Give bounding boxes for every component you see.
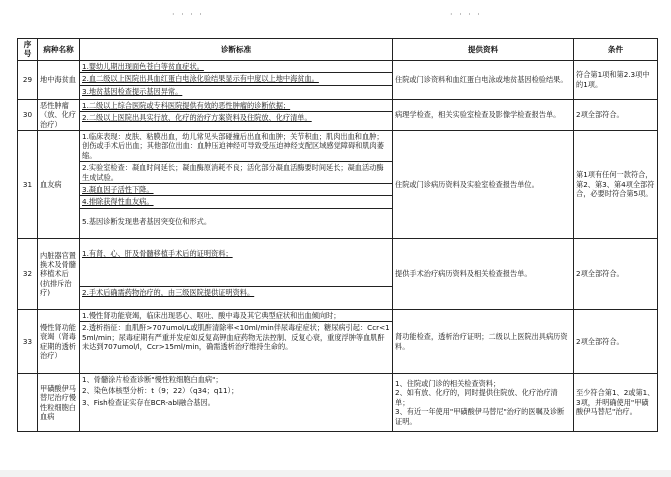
row-number: 30 (18, 99, 38, 130)
conditions-cell: 2项全部符合。 (574, 239, 658, 310)
criteria-item: 3.地贫基因检查提示基因异常。 (82, 86, 183, 96)
criteria-item: 1.临床表现：皮肤、粘膜出血，幼儿常见头部碰撞后出血和血肿；关节积血；肌肉出血和血肿；创伤或手术后出血；其他部位出血：血肿压迫神经可导致受压迫神经支配区域感觉障碍和肌肉萎缩。 (80, 131, 392, 162)
scan-mark-left: · · · · (172, 10, 204, 19)
table-header-row (18, 39, 658, 61)
criteria-item: 1.有肾、心、肝及骨髓移植手术后的证明资料； (80, 239, 392, 287)
disease-criteria-table (17, 38, 658, 432)
conditions-cell: 至少符合第1、2或第1、3项，并明确使用"甲磺酸伊马替尼"治疗。 (574, 374, 658, 432)
criteria-item: 1、骨髓涂片检查诊断"慢性粒细胞白血病"； (82, 375, 223, 385)
header-materials: 提供资料 (393, 39, 574, 61)
table-row (18, 99, 658, 130)
criteria-cell (80, 60, 393, 99)
criteria-cell (80, 310, 393, 374)
table-row (18, 131, 658, 239)
criteria-item: 2.透析指征：血肌酐>707umol/L或肌酐清除率<10ml/min伴尿毒症症状；糖尿病引起：Ccr<15ml/min；尿毒症期有严重并发症如反复高钾血症药物无法控制、反复心衰，重度浮肿等血肌酐未达到707umol/l，Ccr>15ml/min，确需透析治疗维持生命的。 (82, 323, 390, 352)
row-number: 31 (18, 131, 38, 239)
criteria-item: 2、染色体核型分析：t（9；22）（q34；q11）； (82, 386, 239, 396)
conditions-cell: 2项全部符合。 (574, 99, 658, 130)
disease-name: 恶性肿瘤（放、化疗治疗） (38, 99, 80, 130)
materials-cell: 住院或门诊病历资料及实验室检查报告单位。 (393, 131, 574, 239)
disease-name: 地中海贫血 (38, 60, 80, 99)
table-row (18, 239, 658, 310)
scan-bottom-edge (0, 470, 671, 477)
criteria-item: 1.慢性肾功能衰竭，临床出现恶心、呕吐、酸中毒及其它典型症状和出血倾向时； (80, 310, 392, 322)
criteria-item: 2.血二级以上医院出具血红蛋白电泳化验结果显示有中度以上地中海贫血。 (80, 73, 392, 85)
disease-name: 内脏器官置换术及骨髓移植术后(抗排斥治疗) (38, 239, 80, 310)
criteria-cell (80, 239, 393, 310)
materials-cell: 1、住院或门诊的相关检查资料； 2、如有放、化疗的，同时提供住院放、化疗治疗清单； 3、有近一年使用"甲磺酸伊马替尼"治疗的医嘱及诊断证明。 (393, 374, 574, 432)
criteria-item: 3.凝血因子活性下降。 (80, 184, 392, 196)
header-disease: 病种名称 (38, 39, 80, 61)
criteria-item: 1.婴幼儿期出现面色苍白等贫血症状。 (80, 61, 392, 73)
criteria-cell (80, 131, 393, 239)
row-number: 29 (18, 60, 38, 99)
header-conditions: 条件 (574, 39, 658, 61)
conditions-cell: 第1项有任何一款符合，第2、第3、第4项全部符合，必要时符合第5项。 (574, 131, 658, 239)
materials-cell: 肾功能检查，透析治疗证明；二级以上医院出具病历资料。 (393, 310, 574, 374)
disease-name: 慢性肾功能衰竭（肾毒症期的透析治疗） (38, 310, 80, 374)
table-row (18, 310, 658, 374)
criteria-cell (80, 99, 393, 130)
header-criteria: 诊断标准 (80, 39, 393, 61)
criteria-item: 4.排除获得性血友病。 (80, 196, 392, 208)
materials-cell: 住院或门诊资料和血红蛋白电泳或地贫基因检验结果。 (393, 60, 574, 99)
materials-cell: 提供手术治疗病历资料及相关检查报告单。 (393, 239, 574, 310)
criteria-item: 5.基因诊断发现患者基因突变位和形式。 (82, 216, 212, 226)
criteria-cell (80, 374, 393, 432)
criteria-item: 2.实验室检查：凝血时间延长；凝血酶原消耗不良；活化部分凝血活酶要时间延长；凝血活动酶生成试验。 (80, 162, 392, 184)
conditions-cell: 2项全部符合。 (574, 310, 658, 374)
table-row (18, 60, 658, 99)
materials-cell: 病理学检查，相关实验室检查及影像学检查报告单。 (393, 99, 574, 130)
disease-name: 甲磺酸伊马替尼治疗慢性粒细胞白血病 (38, 374, 80, 432)
criteria-item: 3、Fish检查证实存在BCR-abl融合基因。 (82, 397, 215, 407)
criteria-item: 2.手术后确需药物治疗的，由三级医院提供证明资料。 (82, 288, 255, 298)
criteria-item: 1.二级以上综合医院或专科医院提供有效的恶性肿瘤的诊断依据； (80, 100, 392, 112)
header-no: 序号 (18, 39, 38, 61)
scan-mark-right: · · · · (450, 10, 482, 19)
row-number: 33 (18, 310, 38, 374)
table-row (18, 374, 658, 432)
criteria-item: 2.二级以上医院出具实行放、化疗的治疗方案资料及住院放、化疗清单。 (82, 113, 312, 123)
row-number: 32 (18, 239, 38, 310)
conditions-cell: 符合第1项和第2.3项中的1项。 (574, 60, 658, 99)
row-number (18, 374, 38, 432)
disease-name: 血友病 (38, 131, 80, 239)
